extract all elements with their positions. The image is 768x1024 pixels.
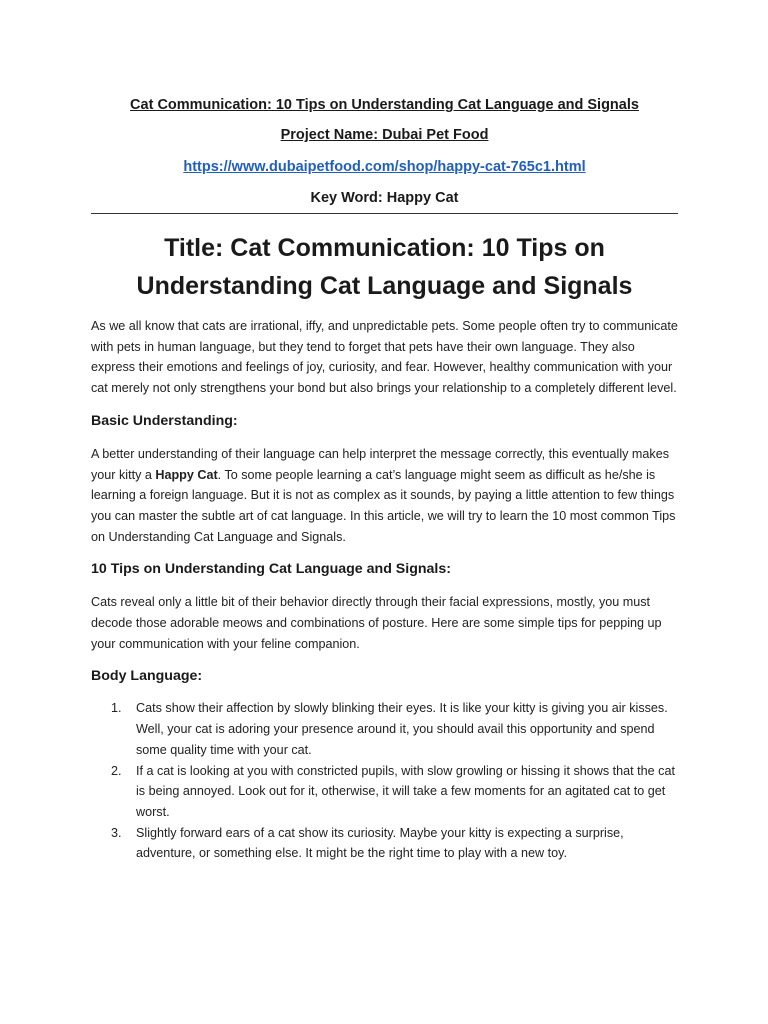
header-divider (91, 213, 678, 214)
happy-cat-highlight: Happy Cat (155, 467, 218, 482)
list-item-number: 3. (111, 825, 122, 840)
list-item-text: If a cat is looking at you with constricted pupils, with slow growling or hissing it shows that the cat is being annoyed. Look out for it, otherwise, it will take a few moments for an agitated cat to get worst. (136, 763, 675, 819)
intro-paragraph: As we all know that cats are irrational, iffy, and unpredictable pets. Some people often try to communicate with pets in human language, but they tend to forget that pets have their own language. They also express their emotions and feelings of joy, curiosity, and fear. However, healthy communication with your cat merely not only strengthens your bond but also brings your relationship to a completely different level. (91, 319, 678, 396)
doc-title: Cat Communication: 10 Tips on Understanding Cat Language and Signals (130, 97, 639, 113)
tips-heading: 10 Tips on Understanding Cat Language and Signals: (91, 561, 451, 578)
document-page (91, 94, 678, 864)
basic-understanding-heading: Basic Understanding: (91, 412, 238, 429)
basic-text-after: . To some people learning a cat’s language might seem as difficult as he/she is learning a foreign language. But it is not as complex as it sounds, by paying a little attention to few things you can master the subtle art of cat language. In this article, we will try to learn the 10 most common Tips on Understanding Cat Language and Signals. (91, 467, 676, 544)
body-language-list (91, 698, 678, 864)
article-title-line1: Title: Cat Communication: 10 Tips on (164, 234, 605, 262)
basic-text-before: A better understanding of their language can help interpret the message correctly, this eventually makes your kitty a (91, 446, 670, 482)
list-item-number: 1. (111, 701, 122, 716)
keyword-line: Key Word: Happy Cat (310, 190, 459, 206)
list-item-text: Slightly forward ears of a cat show its curiosity. Maybe your kitty is expecting a surprise, adventure, or something else. It might be the right time to play with a new toy. (136, 825, 624, 861)
list-item (91, 823, 678, 864)
article-title-line2: Understanding Cat Language and Signals (136, 272, 633, 300)
product-link[interactable]: https://www.dubaipetfood.com/shop/happy-cat-765c1.html (183, 159, 586, 175)
list-item-text: Cats show their affection by slowly blinking their eyes. It is like your kitty is giving you air kisses. Well, your cat is adoring your presence around it, you should avail this opportunity and spend some quality time with your cat. (136, 701, 668, 757)
list-item-number: 2. (111, 763, 122, 778)
project-name: Project Name: Dubai Pet Food (280, 127, 489, 143)
list-item (91, 761, 678, 823)
list-item (91, 698, 678, 760)
basic-understanding-paragraph (91, 444, 678, 548)
tips-paragraph: Cats reveal only a little bit of their behavior directly through their facial expressions, mostly, you must decode those adorable meows and combinations of posture. Here are some simple tips for pepping up your communication with your feline companion. (91, 595, 662, 651)
article-title (91, 229, 678, 305)
body-language-heading: Body Language: (91, 668, 203, 685)
